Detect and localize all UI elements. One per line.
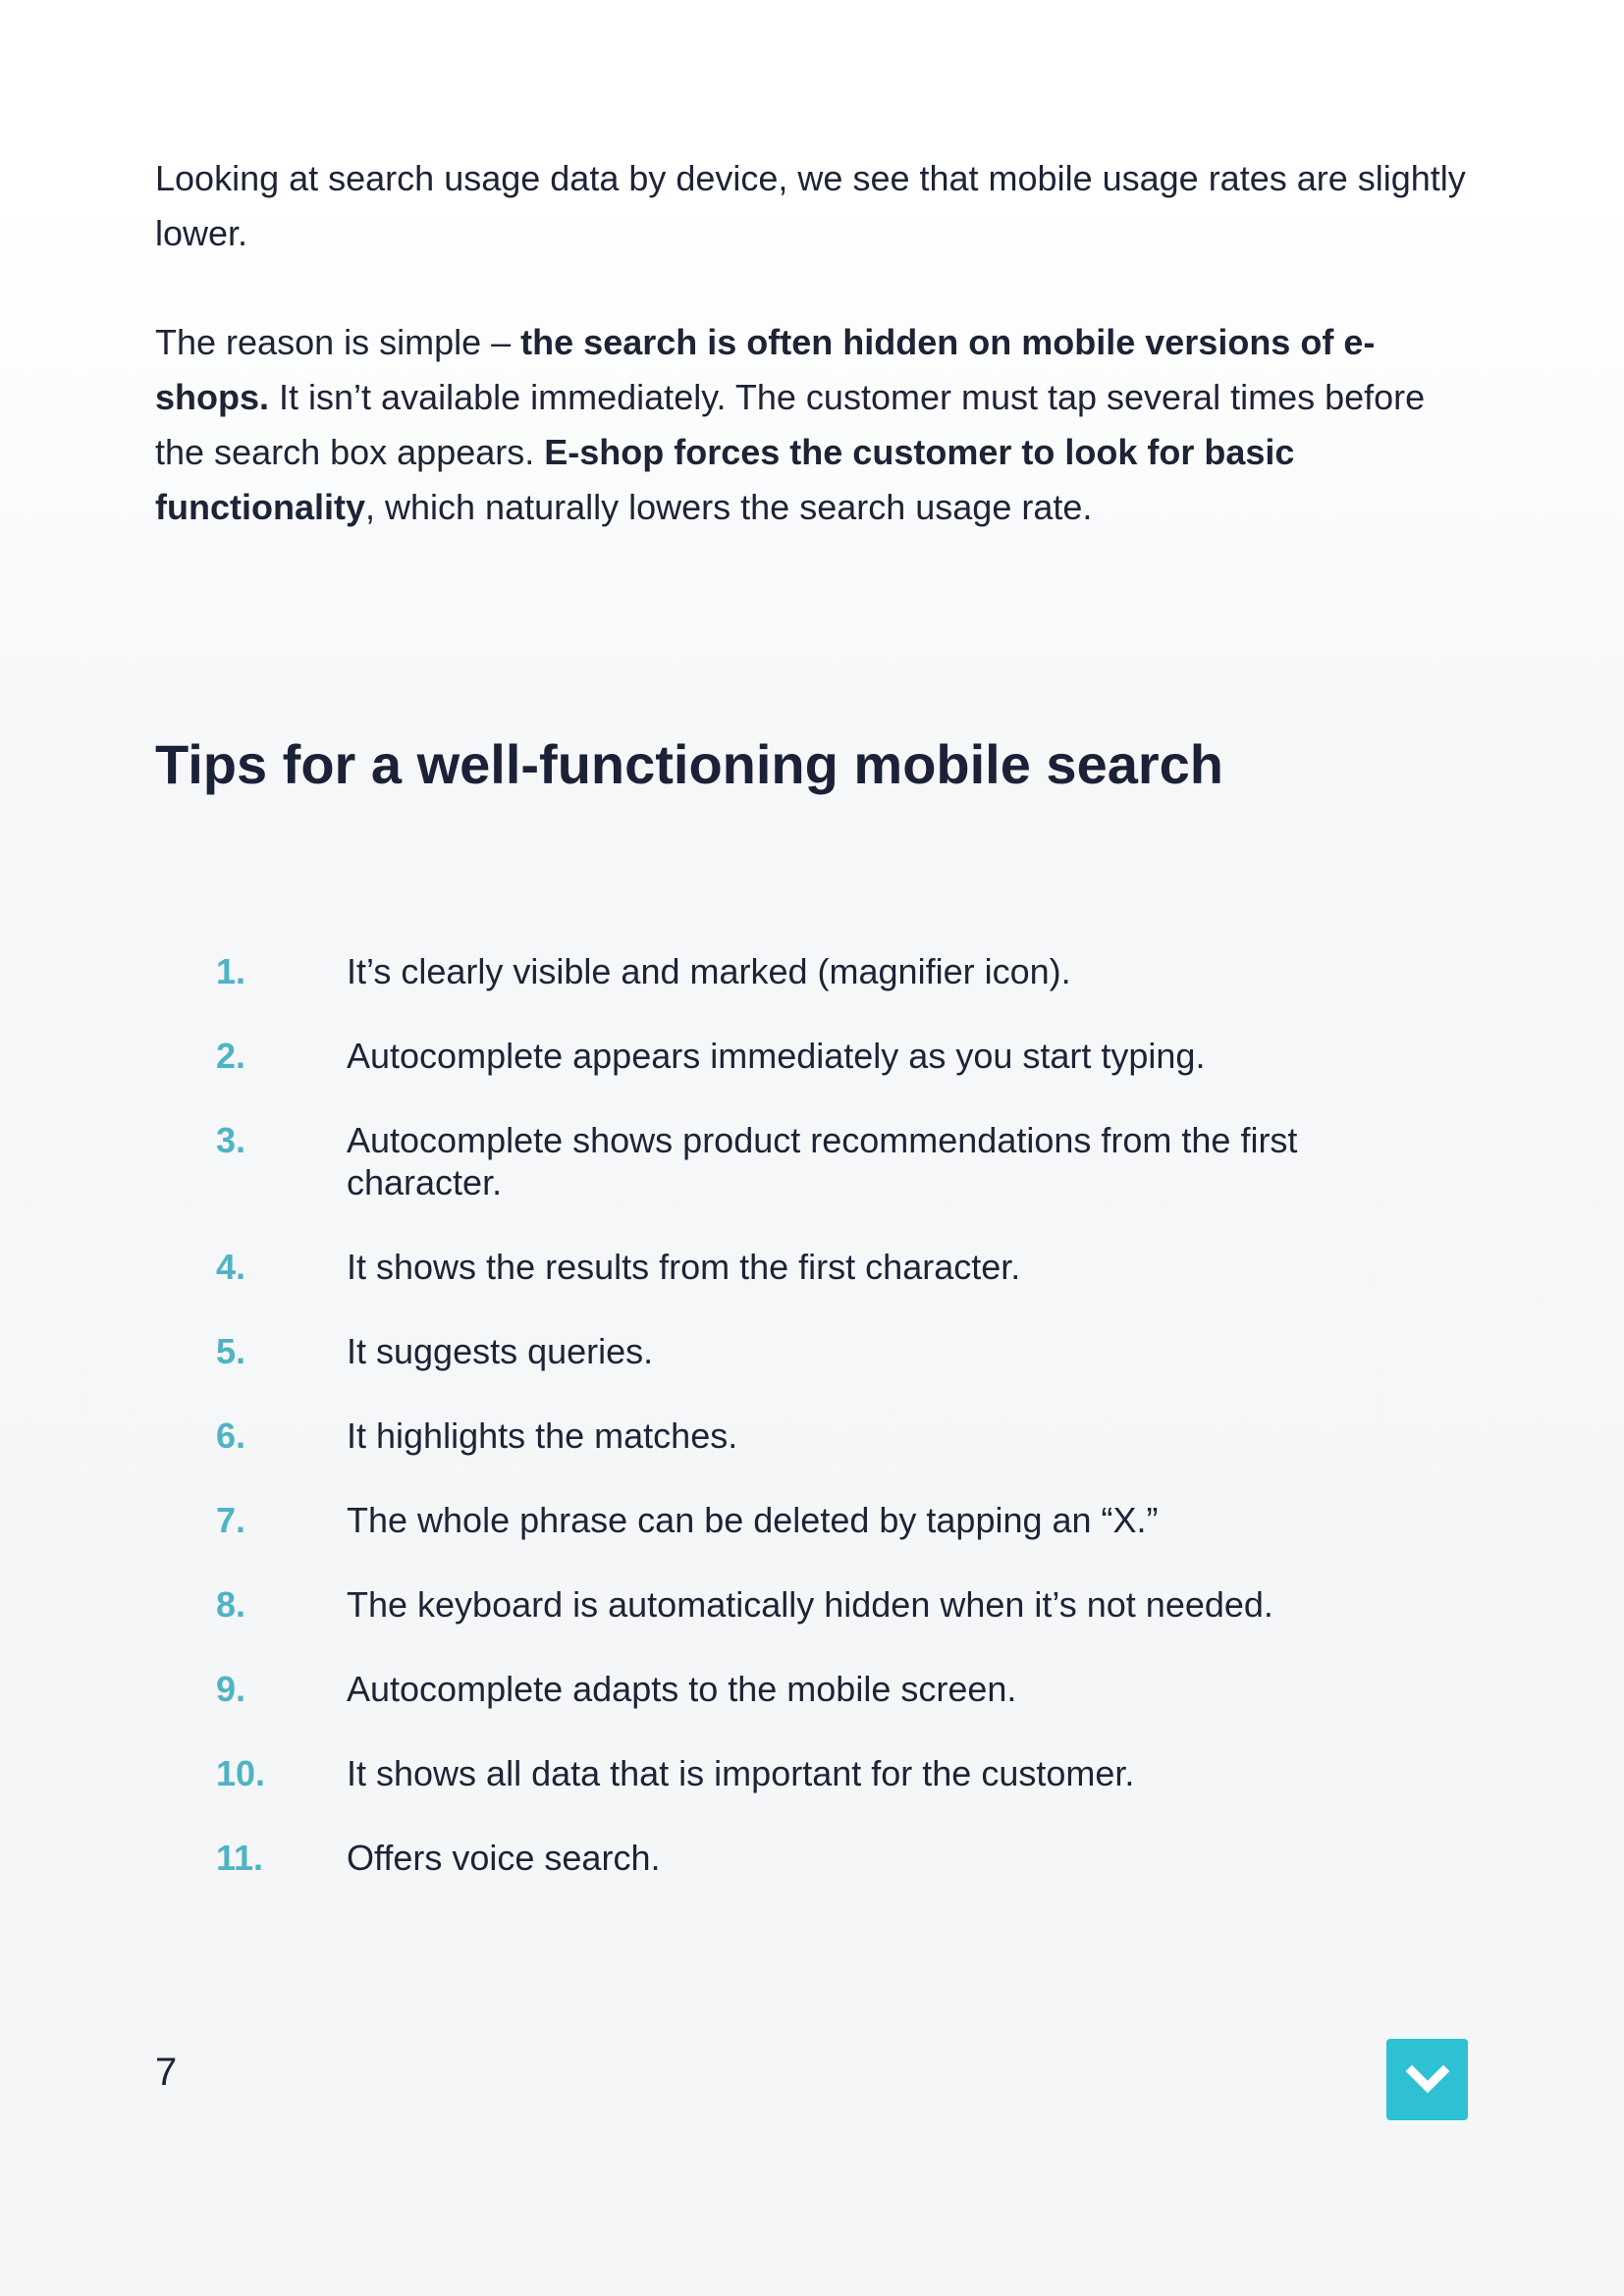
tip-number: 7. [216, 1500, 246, 1540]
tip-text: The whole phrase can be deleted by tapping an “X.” [347, 1500, 1159, 1540]
tip-number: 5. [216, 1331, 246, 1371]
chevron-down-icon [1403, 2056, 1452, 2105]
intro-paragraph: Looking at search usage data by device, we see that mobile usage rates are slightly lower. [155, 158, 1466, 253]
tip-item [0, 1499, 1624, 1541]
tip-text: The keyboard is automatically hidden when it’s not needed. [347, 1584, 1273, 1625]
tip-item [0, 1330, 1624, 1372]
tip-text: It suggests queries. [347, 1331, 654, 1371]
tip-text: Autocomplete shows product recommendations from the first character. [347, 1120, 1298, 1202]
tip-number: 9. [216, 1669, 246, 1709]
tip-text: It shows the results from the first character. [347, 1247, 1021, 1287]
tip-text: It highlights the matches. [347, 1415, 738, 1456]
reason-bold-1: the search is often hidden on mobile versions of e-shops. [155, 322, 1376, 417]
tip-number: 11. [216, 1838, 264, 1878]
tip-text: Autocomplete adapts to the mobile screen. [347, 1669, 1017, 1709]
tip-number: 2. [216, 1036, 246, 1076]
tip-text: It’s clearly visible and marked (magnifier icon). [347, 951, 1071, 991]
reason-text-1: The reason is simple – [155, 322, 521, 362]
tip-text: It shows all data that is important for the customer. [347, 1753, 1135, 1793]
tip-item [0, 950, 1624, 992]
tip-item [0, 1415, 1624, 1457]
tip-item [0, 1246, 1624, 1288]
tip-item [0, 1035, 1624, 1077]
reason-bold-2: E-shop forces the customer to look for basic functionality [155, 432, 1295, 527]
tip-text: Autocomplete appears immediately as you start typing. [347, 1036, 1206, 1076]
reason-text-3: , which naturally lowers the search usage rate. [365, 487, 1093, 527]
tip-number: 8. [216, 1584, 246, 1625]
tip-item [0, 1119, 1624, 1203]
tip-item [0, 1668, 1624, 1710]
tip-item [0, 1837, 1624, 1879]
reason-paragraph [155, 315, 1471, 535]
section-heading: Tips for a well-functioning mobile search [155, 733, 1224, 795]
tip-text: Offers voice search. [347, 1838, 661, 1878]
next-page-button[interactable] [1386, 2039, 1468, 2120]
tip-number: 6. [216, 1415, 246, 1456]
tip-number: 1. [216, 951, 246, 991]
tips-list [0, 950, 1624, 1921]
page-number: 7 [155, 2051, 178, 2094]
tip-item [0, 1752, 1624, 1794]
tip-number: 4. [216, 1247, 246, 1287]
tip-number: 3. [216, 1120, 246, 1160]
tip-item [0, 1583, 1624, 1626]
reason-text-2: It isn’t available immediately. The customer must tap several times before the search box appears. [155, 377, 1426, 472]
tip-number: 10. [216, 1753, 266, 1793]
